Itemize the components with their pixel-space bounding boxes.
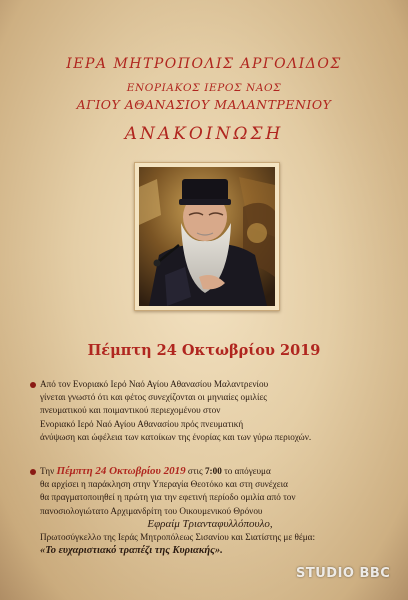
event-at: στις — [187, 466, 203, 476]
event-paragraph — [40, 465, 380, 557]
priest-portrait-illustration — [139, 167, 275, 306]
bullet-icon — [30, 469, 36, 475]
paragraph-line: Ενοριακό Ιερό Ναό Αγίου Αθανασίου πρός πνευματική — [40, 418, 244, 429]
paragraph-line: Από τον Ενοριακό Ιερό Ναό Αγίου Αθανασίου Μαλαντρενίου — [40, 379, 269, 389]
metropolis-title: ΙΕΡΑ ΜΗΤΡΟΠΟΛΙΣ ΑΡΓΟΛΙΔΟΣ — [66, 56, 342, 72]
priest-portrait — [139, 167, 275, 306]
speaker-role: Πρωτοσύγκελλο της Ιεράς Μητροπόλεως Σισανίου και Σιατίστης με θέμα: — [40, 532, 316, 543]
talk-topic: «Το ευχαριστιακό τραπέζι της Κυριακής». — [40, 545, 223, 557]
paragraph-line: πνευματικού και ποιμαντικού περιεχομένου στον — [40, 405, 221, 416]
event-date-inline: Πέμπτη 24 Οκτωβρίου 2019 — [56, 465, 186, 477]
intro-paragraph — [40, 378, 380, 444]
paragraph-line: γίνεται γνωστό ότι και φέτος συνεχίζονται οι μηνιαίες ομιλίες — [40, 392, 267, 403]
watermark-logo: STUDIO BBC — [296, 566, 391, 581]
paragraph-line: θα αρχίσει η παράκληση στην Υπεραγία Θεοτόκο και στη συνέχεια — [40, 479, 288, 490]
event-intro: Την — [40, 466, 55, 476]
bullet-icon — [30, 382, 36, 388]
announcement-title: ΑΝΑΚΟΙΝΩΣΗ — [124, 124, 284, 144]
event-time: 7:00 — [204, 466, 222, 476]
paragraph-line: θα πραγματοποιηθεί η πρώτη για την εφετινή περίοδο ομιλία από τον — [40, 492, 296, 503]
event-time-line — [40, 465, 380, 478]
speaker-name: Εφραίμ Τριανταφυλλόπουλο, — [147, 517, 273, 530]
church-name: ΑΓΙΟΥ ΑΘΑΝΑΣΙΟΥ ΜΑΛΑΝΤΡΕΝΙΟΥ — [76, 97, 332, 112]
parish-label: ΕΝΟΡΙΑΚΟΣ ΙΕΡΟΣ ΝΑΟΣ — [126, 82, 282, 94]
portrait-frame — [134, 162, 280, 311]
paragraph-line: πανοσιολογιώτατο Αρχιμανδρίτη του Οικουμενικού Θρόνου — [40, 505, 263, 516]
event-date-heading: Πέμπτη 24 Οκτωβρίου 2019 — [87, 342, 321, 359]
event-after-time: το απόγευμα — [224, 466, 271, 476]
paragraph-line: άνύψωση και ώφέλεια των κατοίκων της ένορίας και των γύρω περιοχών. — [40, 431, 312, 442]
